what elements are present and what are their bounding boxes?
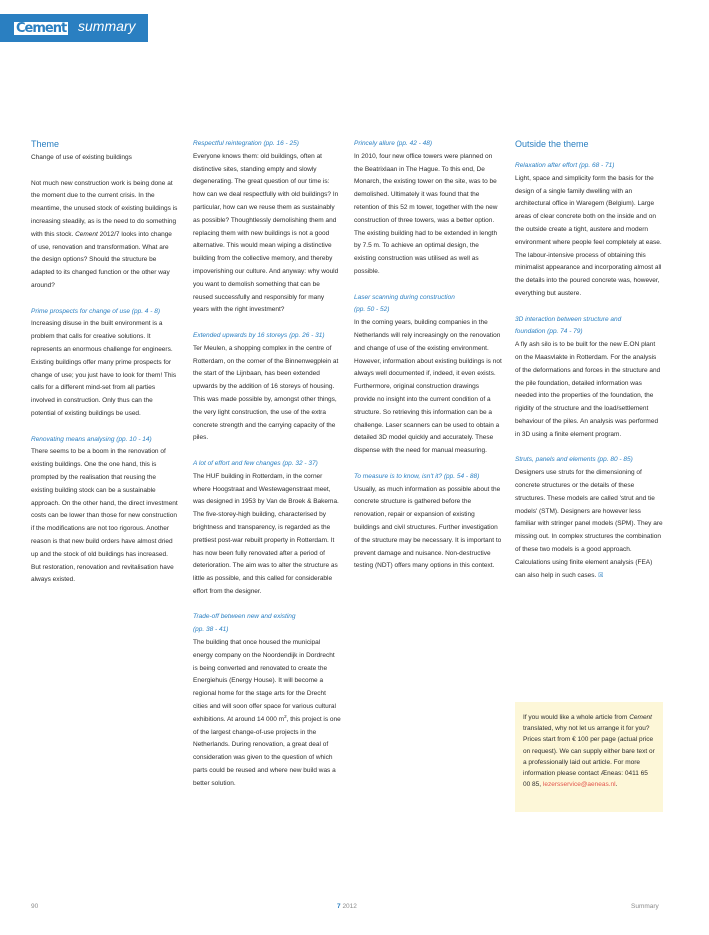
magazine-name: Cement <box>75 230 98 238</box>
section-body: There seems to be a boom in the renovation of existing buildings. One the one hand, this is prompted by the realisation that reusing the existing building stock can be a sustainable approach. On the other hand, the direct investment costs can be lower than those for new construction if the modifications are not too rigorous. Another reason is that new build orders have almost dried up and the stock of old buildings has increased. But restoration, renovation and revitalisation have always existed. <box>31 448 178 584</box>
section-title: 3D interaction between structure and foundation (pp. 74 - 79) <box>515 315 622 336</box>
theme-subtitle: Change of use of existing buildings <box>31 154 132 161</box>
section-body: Light, space and simplicity form the basis for the design of a single family dwelling with an architectural office in Waregem (Belgium). Large areas of clear concrete both on the inside and on the outside create a tight, austere and modern environment where people feel completely at ease. The labour-intensive process of obtaining this minimalist appearance and incorporating almost all the details into the poured concrete was, however, everything but austere. <box>515 174 662 297</box>
section-title: summary <box>78 18 136 34</box>
section-body: Everyone knows them: old buildings, often at distinctive sites, standing empty and slowly degenerating. The great question of our time is: how can we deal respectfully with old buildings? In particular, how can we reuse them as sustainably as possible? Thoughtlessly demolishing them and replacing them with new buildings is not a good alternative. This would mean wiping a distinctive building from the collective memory, and thereby impoverishing our culture. And anyway: why would you want to demolish something that can be reused successfully and responsibly for many years with the right investment? <box>193 152 339 314</box>
footer-section-label: Summary <box>631 903 659 910</box>
section-title: A lot of effort and few changes (pp. 32 - 37) <box>193 459 318 467</box>
section-body: The HUF building in Rotterdam, in the corner where Hoogstraat and Westewagenstraat meet, was designed in 1953 by Van de Broek & Bakema. The five-storey-high building, characterised by brightness and transparency, is regarded as the prettiest post-war rebuilt property in Rotterdam. It has now been fully renovated after a period of deterioration. The aim was to alter the structure as little as possible, and this called for considerable effort from the designer. <box>193 472 339 595</box>
section-title: Extended upwards by 16 storeys (pp. 26 - 31) <box>193 331 325 339</box>
section-title: Struts, panels and elements (pp. 80 - 85) <box>515 456 633 464</box>
section-body: Ter Meulen, a shopping complex in the centre of Rotterdam, on the corner of the Binnenwegplein at the start of the Lijnbaan, has been extended upwards by the addition of 16 storeys of housing. This was made possible by, amongst other things, the very light construction, the use of the extra concrete strength and the carrying capacity of the piles. <box>193 344 339 442</box>
issue-label: 7 2012 <box>337 903 357 910</box>
column-4 <box>515 138 663 595</box>
section-body: A fly ash silo is to be built for the new E.ON plant on the Maasvlakte in Rotterdam. For the analysis of the deformations and forces in the structure and the pile foundation, detailed information was needed into the properties of the foundation, the rigidity of the structure and the load/settlement behaviour of the piles. An analysis was performed in 3D using a finite element program. <box>515 341 661 438</box>
theme-intro: Not much new construction work is being done at the moment due to the current crisis. In the meantime, the unused stock of existing buildings is increasing steadily, as is the need to do something with this stock. Cement 2012/7 looks into change of use, renovation and transformation. What are the design options? Should the structure be adapted to its changed function or the other way around? <box>31 179 178 289</box>
section-title: Trade-off between new and existing (pp. 38 - 41) <box>193 613 296 634</box>
section-title: Laser scanning during construction (pp. 50 - 52) <box>354 293 455 314</box>
section-body: The building that once housed the municipal energy company on the Noordendijk in Dordrecht is being converted and renovated to create the Energiehuis (Energy House). It will become a regional home for the stage arts for the Drecht cities and will soon offer space for various cultural exhibitions. At around 14 000 $m^2$, this project is one of the largest change-of-use projects in the Netherlands. During renovation, a great deal of consideration was given to the question of which parts could be reused and where new build was a better solution. <box>193 639 341 787</box>
section-title: To measure is to know, isn't it? (pp. 54 - 88) <box>354 472 480 480</box>
section-body: Increasing disuse in the built environment is a problem that calls for creative solutions. It represents an enormous challenge for engineers. Existing buildings offer many prime prospects for change of use; you just have to look for them! This calls for a different mind-set from all parties involved in construction. Only thus can the potential of existing buildings be used. <box>31 320 177 417</box>
magazine-logo: Cement <box>16 21 67 36</box>
end-of-article-icon: ☒ <box>598 572 604 579</box>
theme-heading: Theme <box>31 139 60 149</box>
page-number: 90 <box>31 903 39 910</box>
section-body: In the coming years, building companies in the Netherlands will rely increasingly on the renovation and change of use of the existing environment. However, information about existing buildings is not always well documented if, indeed, it even exists. Furthermore, original construction drawings provide no insight into the current condition of a structure. So retrieving this information can be a challenge. Laser scanners can be used to obtain a detailed 3D model quickly and accurately. These dispense with the need for manual measuring. <box>354 319 502 455</box>
section-title: Princely allure (pp. 42 - 48) <box>354 140 433 147</box>
column-1 <box>31 138 179 600</box>
column-3 <box>354 138 502 586</box>
section-title: Respectful reintegration (pp. 16 - 25) <box>193 140 299 147</box>
section-body: Designers use struts for the dimensioning of concrete structures or the details of these structures. These models are called 'strut and tie models' (STM). Designers are however less familiar with stringer panel models (SPM). They are missing out. In complex structures the combination of these two models is a good approach. Calculations using finite element analysis (FEA) can also help in such cases. ☒ <box>515 469 663 579</box>
section-title: Prime prospects for change of use (pp. 4 - 8) <box>31 307 160 315</box>
translation-info-box: If you would like a whole article from Cement translated, why not let us arrange it for you? Prices start from € 100 per page (actual price on request). We can supply either bare text or a professionally laid out article. For more information please contact Æneas: 0411 65 00 85, lezersservice@aeneas.nl. <box>515 702 663 812</box>
magazine-name: Cement <box>629 714 652 721</box>
section-body: Usually, as much information as possible about the concrete structure is gathered before the renovation, repair or expansion of existing buildings and civil structures. Further investigation of the structure may be necessary. It is important to prevent damage and nuisance. Non-destructive testing (NDT) offers many options in this context. <box>354 485 502 570</box>
column-2 <box>193 138 341 803</box>
contact-email-link[interactable]: lezersservice@aeneas.nl <box>542 781 616 789</box>
section-title: Renovating means analysing (pp. 10 - 14) <box>31 435 152 443</box>
section-title: Relaxation after effort (pp. 68 - 71) <box>515 162 615 169</box>
outside-theme-heading: Outside the theme <box>515 139 589 149</box>
section-body: In 2010, four new office towers were planned on the Beatrixlaan in The Hague. To this end, De Monarch, the existing tower on the site, was to be demolished. Ultimately it was found that the retention of this 52 m tower, together with the new construction of three towers, was a better option. The existing building had to be extended in length by 7.5 m. To achieve an optimal design, the existing construction was utilised as well as possible. <box>354 152 498 275</box>
